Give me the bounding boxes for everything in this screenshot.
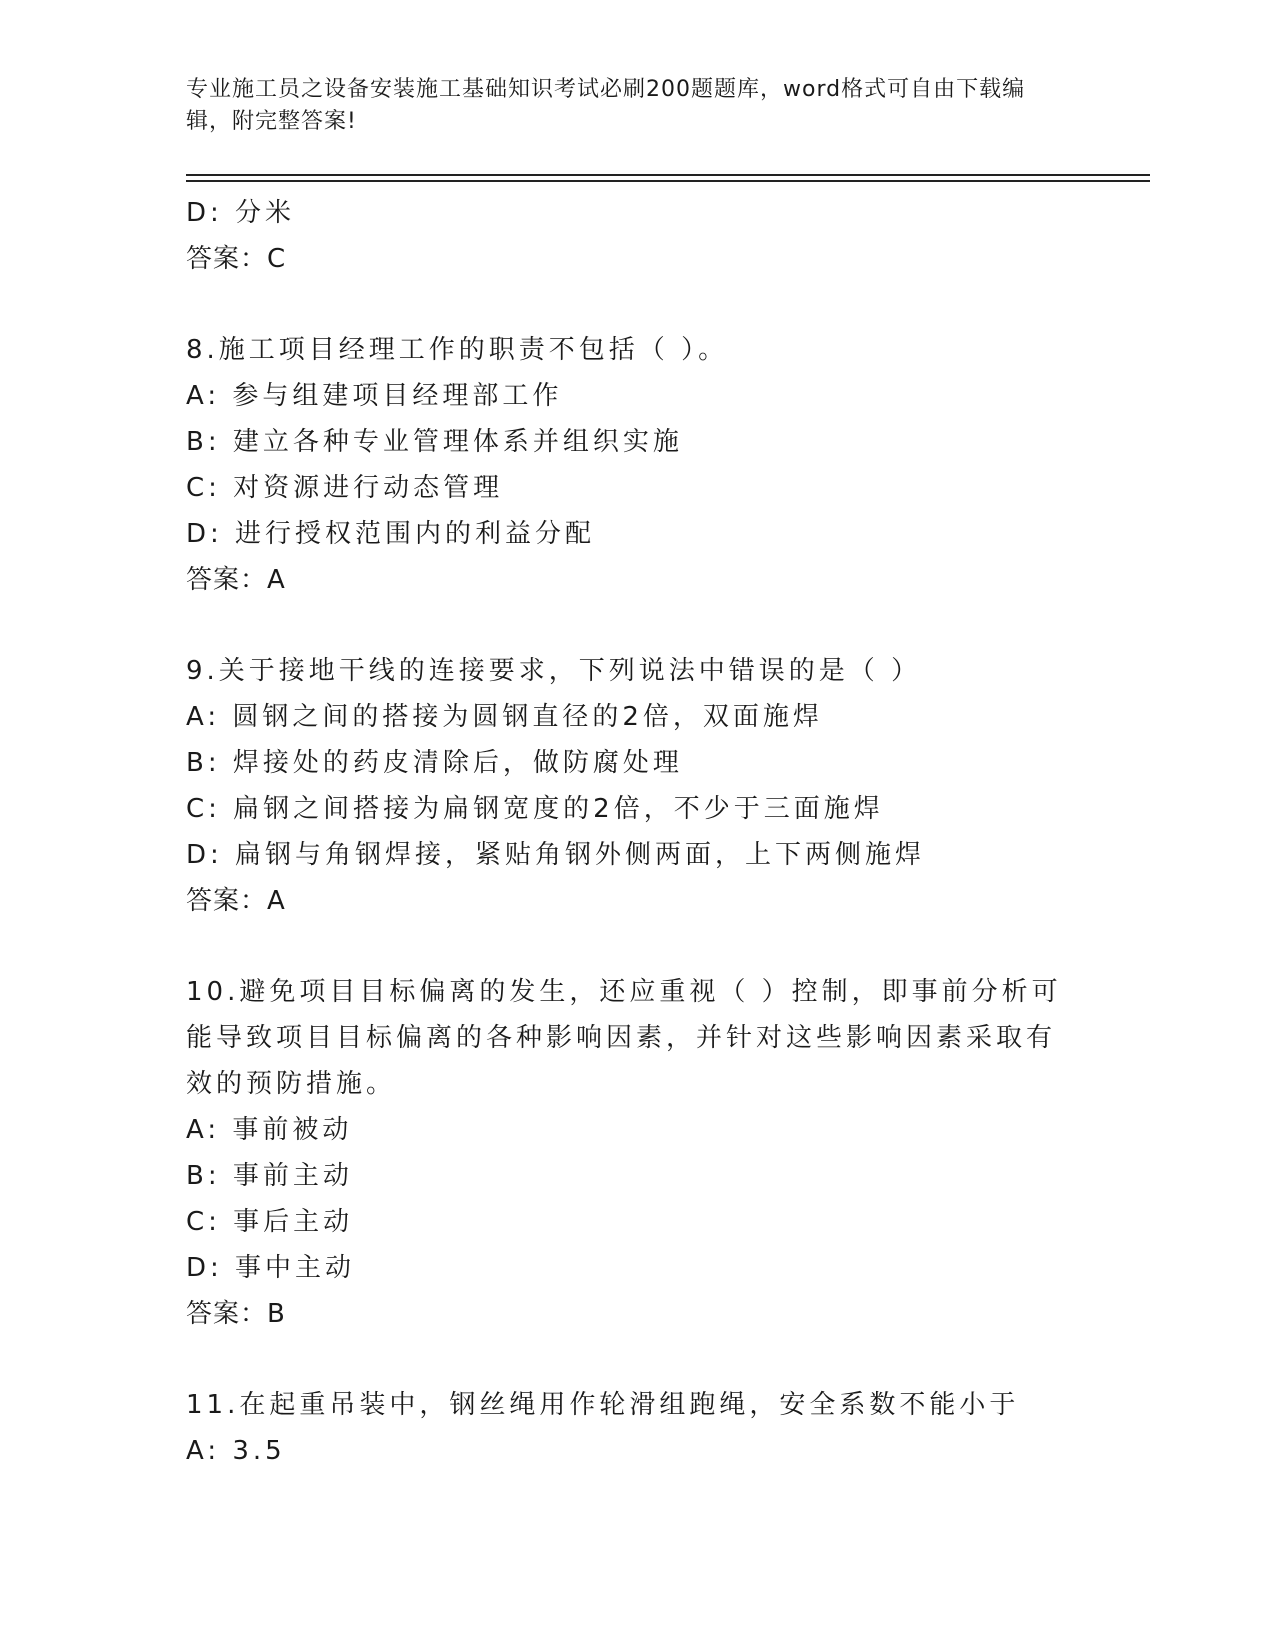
- answer-line: 答案：C: [186, 244, 287, 274]
- spacer: [186, 924, 1086, 969]
- header-divider-top: [186, 174, 1150, 176]
- question-content: [186, 190, 1086, 1474]
- answer-line: 答案：A: [186, 886, 286, 916]
- answer-line: 答案：A: [186, 565, 286, 595]
- option-b: B: 事前主动: [186, 1161, 353, 1191]
- option-b: B: 焊接处的药皮清除后，做防腐处理: [186, 748, 683, 778]
- option-c: C: 事后主动: [186, 1207, 354, 1237]
- option-a: A: 圆钢之间的搭接为圆钢直径的2倍，双面施焊: [186, 702, 823, 732]
- option-c: C: 对资源进行动态管理: [186, 473, 504, 503]
- option-d: D: 进行授权范围内的利益分配: [186, 519, 596, 549]
- option-a: A: 事前被动: [186, 1115, 353, 1145]
- header-divider-bottom: [186, 180, 1150, 182]
- option-b: B: 建立各种专业管理体系并组织实施: [186, 427, 683, 457]
- question-stem: 11.在起重吊装中，钢丝绳用作轮滑组跑绳，安全系数不能小于: [186, 1390, 1020, 1420]
- spacer: [186, 603, 1086, 648]
- option-d: D: 扁钢与角钢焊接，紧贴角钢外侧两面，上下两侧施焊: [186, 840, 926, 870]
- spacer: [186, 1337, 1086, 1382]
- option-a: A: 3.5: [186, 1436, 286, 1466]
- option-a: A: 参与组建项目经理部工作: [186, 381, 563, 411]
- answer-line: 答案：B: [186, 1299, 286, 1329]
- option-d: D: 事中主动: [186, 1253, 356, 1283]
- spacer: [186, 282, 1086, 327]
- question-stem: 8.施工项目经理工作的职责不包括（ ）。: [186, 335, 729, 365]
- option-c: C: 扁钢之间搭接为扁钢宽度的2倍，不少于三面施焊: [186, 794, 884, 824]
- question-stem: 9.关于接地干线的连接要求，下列说法中错误的是（ ）: [186, 656, 922, 686]
- document-header: 专业施工员之设备安装施工基础知识考试必刷200题题库，word格式可自由下载编辑，附完整答案!: [186, 77, 1026, 134]
- question-stem: 10.避免项目目标偏离的发生，还应重视（ ）控制，即事前分析可能导致项目目标偏离的各种影响因素，并针对这些影响因素采取有效的预防措施。: [186, 977, 1062, 1099]
- option-d: D: 分米: [186, 198, 296, 228]
